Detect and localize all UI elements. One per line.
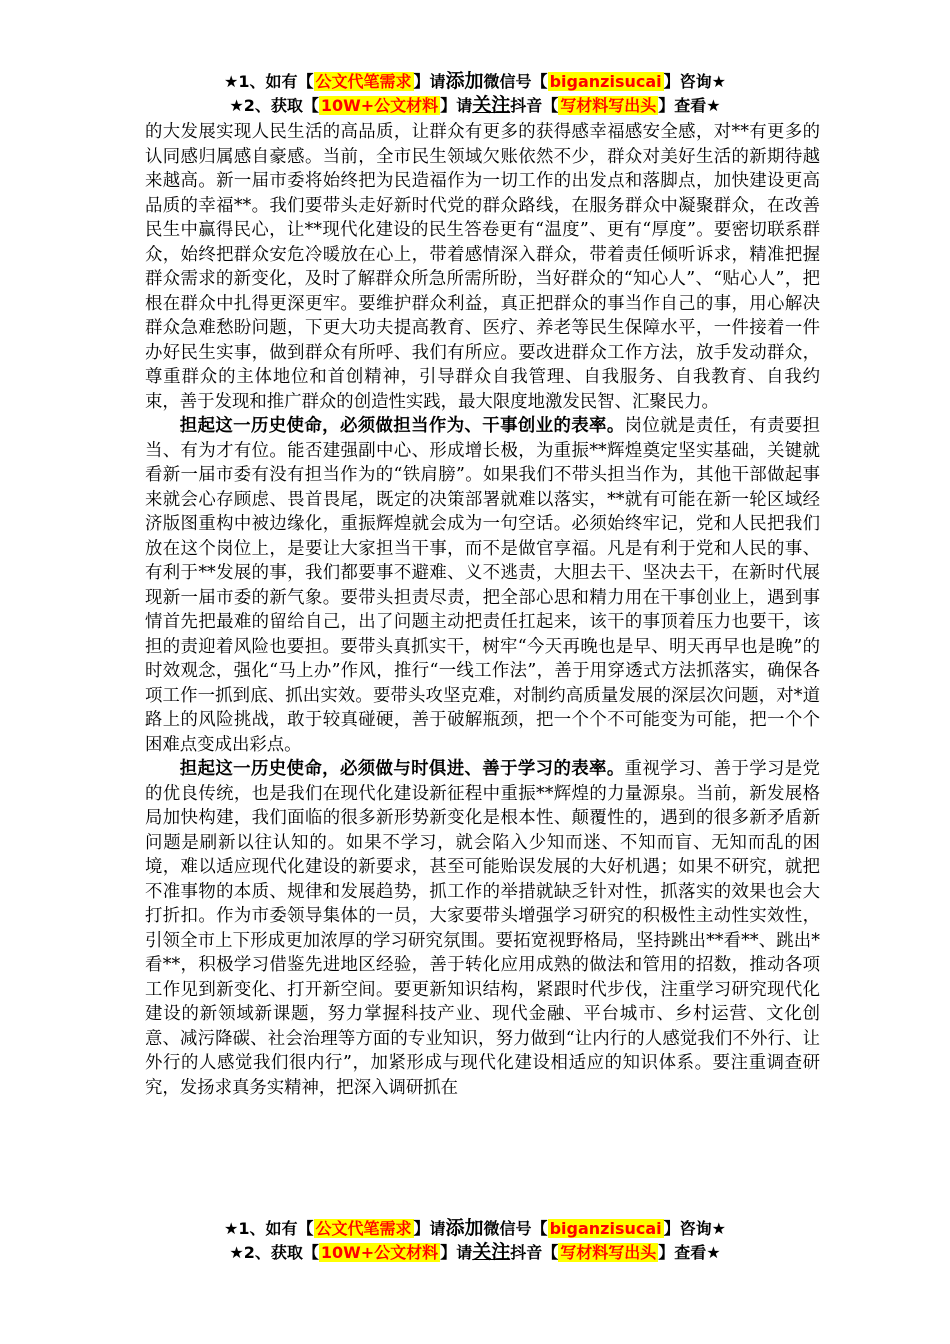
banner-emphasis: 添加 [445,1217,484,1239]
banner-text: 微信号【 [483,72,548,91]
banner-text: 】咨询★ [663,1219,726,1238]
banner-text: 】查看★ [658,96,721,115]
banner-highlight: 公文代笔需求 [315,1219,412,1238]
banner-text: 】请 [440,1243,473,1262]
banner-highlight: 10W+公文材料 [320,1243,439,1262]
banner-text: 抖音【 [510,1243,559,1262]
paragraph [145,414,820,757]
banner-text: ★1、如有【 [224,72,314,91]
banner-highlight: 公文代笔需求 [315,72,412,91]
banner-text: 】请 [413,72,446,91]
banner-emphasis: 添加 [445,70,484,92]
wechat-id-highlight: biganzisucai [549,1219,662,1238]
paragraph: 的大发展实现人民生活的高品质，让群众有更多的获得感幸福感安全感，对**有更多的认同感归属感自豪感。当前，全市民生领域欠账依然不少，群众对美好生活的新期待越来越高。新一届市委将始终把为民造福作为一切工作的出发点和落脚点，加快建设更高品质的幸福**。我们要带头走好新时代党的群众路线，在服务群众中凝聚群众，在改善民生中赢得民心，让**现代化建设的民生答卷更有“温度”、更有“厚度”。要密切联系群众，始终把群众安危冷暖放在心上，带着感情深入群众，带着责任倾听诉求，精准把握群众需求的新变化，及时了解群众所急所需所盼，当好群众的“知心人”、“贴心人”，把根在群众中扎得更深更牢。要维护群众利益，真正把群众的事当作自己的事，用心解决群众急难愁盼问题，下更大功夫提高教育、医疗、养老等民生保障水平，一件接着一件办好民生实事，做到群众有所呼、我们有所应。要改进群众工作方法，放手发动群众，尊重群众的主体地位和首创精神，引导群众自我管理、自我服务、自我教育、自我约束，善于发现和推广群众的创造性实践，最大限度地激发民智、汇聚民力。 [145,122,820,412]
banner-text: 抖音【 [510,96,559,115]
banner-text: 】咨询★ [663,72,726,91]
banner-emphasis: 关注 [472,1241,511,1263]
banner-text: ★2、获取【 [229,1243,319,1262]
banner-text: 】请 [413,1219,446,1238]
top-banner-line-1 [0,69,950,94]
douyin-id-highlight: 写材料写出头 [560,1243,657,1262]
paragraph-heading: 担起这一历史使命，必须做与时俱进、善于学习的表率。 [179,759,625,779]
wechat-id-highlight: biganzisucai [549,72,662,91]
document-body [145,120,820,1100]
bottom-banner-line-1 [0,1216,950,1241]
banner-emphasis: 关注 [472,94,511,116]
banner-text: 】请 [440,96,473,115]
banner-text: 微信号【 [483,1219,548,1238]
top-banner-line-2 [0,93,950,118]
bottom-banner-line-2 [0,1240,950,1265]
banner-text: 】查看★ [658,1243,721,1262]
banner-text: ★1、如有【 [224,1219,314,1238]
paragraph [145,757,820,1100]
paragraph-text: 岗位就是责任，有责要担当、有为才有位。能否建强副中心、形成增长极，为重振**辉煌奠定坚实基础，关键就看新一届市委有没有担当作为的“铁肩膀”。如果我们不带头担当作为，其他干部做起事来就会心存顾虑、畏首畏尾，既定的决策部署就难以落实，**就有可能在新一轮区域经济版图重构中被边缘化，重振辉煌就会成为一句空话。必须始终牢记，党和人民把我们放在这个岗位上，是要让大家担当干事，而不是做官享福。凡是有利于党和人民的事、有利于**发展的事，我们都要事不避难、义不逃责，大胆去干、坚决去干，在新时代展现新一届市委的新气象。要带头担责尽责，把全部心思和精力用在干事创业上，遇到事情首先把最难的留给自己，出了问题主动把责任扛起来，该干的事顶着压力也要干，该担的责迎着风险也要担。要带头真抓实干，树牢“今天再晚也是早、明天再早也是晚”的时效观念，强化“马上办”作风，推行“一线工作法”，善于用穿透式方法抓落实，确保各项工作一抓到底、抓出实效。要带头攻坚克难，对制约高质量发展的深层次问题，对*道路上的风险挑战，敢于较真碰硬，善于破解瓶颈，把一个个不可能变为可能，把一个个困难点变成出彩点。 [145,416,820,755]
paragraph-text: 重视学习、善于学习是党的优良传统，也是我们在现代化建设新征程中重振**辉煌的力量源泉。当前，新发展格局加快构建，我们面临的很多新形势新变化是根本性、颠覆性的，遇到的很多新矛盾新问题是刷新以往认知的。如果不学习，就会陷入少知而迷、不知而盲、无知而乱的困境，难以适应现代化建设的新要求，甚至可能贻误发展的大好机遇；如果不研究，就把不准事物的本质、规律和发展趋势，抓工作的举措就缺乏针对性，抓落实的效果也会大打折扣。作为市委领导集体的一员，大家要带头增强学习研究的积极性主动性实效性，引领全市上下形成更加浓厚的学习研究氛围。要拓宽视野格局，坚持跳出**看**、跳出*看**，积极学习借鉴先进地区经验，善于转化应用成熟的做法和管用的招数，推动各项工作见到新变化、打开新空间。要更新知识结构，紧跟时代步伐，注重学习研究现代化建设的新领域新课题，努力掌握科技产业、现代金融、平台城市、乡村运营、文化创意、减污降碳、社会治理等方面的专业知识，努力做到“让内行的人感觉我们不外行、让外行的人感觉我们很内行”，加紧形成与现代化建设相适应的知识体系。要注重调查研究，发扬求真务实精神，把深入调研抓在 [145,759,820,1098]
douyin-id-highlight: 写材料写出头 [560,96,657,115]
banner-text: ★2、获取【 [229,96,319,115]
paragraph-heading: 担起这一历史使命，必须做担当作为、干事创业的表率。 [179,416,625,436]
banner-highlight: 10W+公文材料 [320,96,439,115]
